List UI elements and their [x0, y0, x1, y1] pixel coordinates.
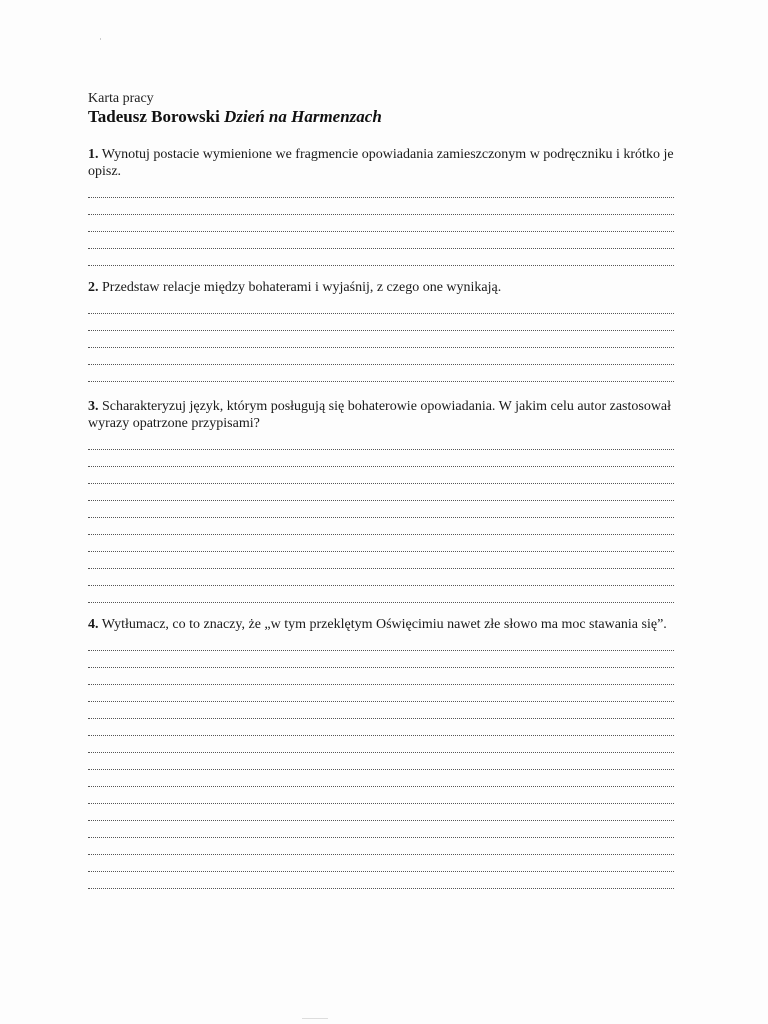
task-3 [88, 398, 674, 603]
task-4 [88, 616, 674, 889]
task-2 [88, 279, 674, 382]
answer-line[interactable] [88, 535, 674, 552]
task-number: 3. [88, 399, 99, 414]
answer-line[interactable] [88, 702, 674, 719]
task-1 [88, 146, 674, 266]
answer-area[interactable] [88, 297, 674, 382]
task-prompt [88, 616, 674, 633]
answer-line[interactable] [88, 787, 674, 804]
answer-area[interactable] [88, 433, 674, 603]
answer-line[interactable] [88, 770, 674, 787]
answer-line[interactable] [88, 232, 674, 249]
worksheet-label: Karta pracy [88, 91, 154, 106]
answer-line[interactable] [88, 297, 674, 314]
answer-line[interactable] [88, 348, 674, 365]
task-prompt [88, 398, 674, 432]
task-text: Scharakteryzuj język, którym posługują się bohaterowie opowiadania. W jakim celu autor zastosował wyrazy opatrzone przypisami? [88, 399, 672, 431]
answer-line[interactable] [88, 872, 674, 889]
answer-line[interactable] [88, 331, 674, 348]
answer-line[interactable] [88, 586, 674, 603]
answer-line[interactable] [88, 719, 674, 736]
answer-line[interactable] [88, 450, 674, 467]
answer-line[interactable] [88, 314, 674, 331]
answer-line[interactable] [88, 569, 674, 586]
answer-line[interactable] [88, 181, 674, 198]
task-number: 2. [88, 280, 99, 295]
task-text: Wytłumacz, co to znaczy, że „w tym przeklętym Oświęcimiu nawet złe słowo ma moc stawania się”. [101, 617, 667, 632]
author-name: Tadeusz Borowski [88, 107, 220, 126]
scan-mark [302, 1018, 328, 1019]
answer-line[interactable] [88, 433, 674, 450]
answer-line[interactable] [88, 518, 674, 535]
scan-mark [100, 38, 101, 40]
work-title: Dzień na Harmenzach [224, 107, 382, 126]
task-number: 1. [88, 147, 99, 162]
answer-area[interactable] [88, 634, 674, 889]
page-title [88, 107, 382, 127]
answer-line[interactable] [88, 198, 674, 215]
answer-line[interactable] [88, 365, 674, 382]
answer-line[interactable] [88, 685, 674, 702]
task-text: Wynotuj postacie wymienione we fragmencie opowiadania zamieszczonym w podręczniku i krótko je opisz. [88, 147, 674, 179]
answer-line[interactable] [88, 753, 674, 770]
answer-line[interactable] [88, 634, 674, 651]
task-prompt [88, 146, 674, 180]
answer-line[interactable] [88, 736, 674, 753]
answer-line[interactable] [88, 501, 674, 518]
task-number: 4. [88, 617, 99, 632]
answer-line[interactable] [88, 651, 674, 668]
answer-line[interactable] [88, 804, 674, 821]
answer-line[interactable] [88, 855, 674, 872]
task-prompt [88, 279, 674, 296]
answer-line[interactable] [88, 215, 674, 232]
answer-line[interactable] [88, 838, 674, 855]
answer-line[interactable] [88, 668, 674, 685]
answer-line[interactable] [88, 467, 674, 484]
answer-line[interactable] [88, 249, 674, 266]
answer-line[interactable] [88, 821, 674, 838]
answer-area[interactable] [88, 181, 674, 266]
answer-line[interactable] [88, 552, 674, 569]
answer-line[interactable] [88, 484, 674, 501]
task-text: Przedstaw relacje między bohaterami i wyjaśnij, z czego one wynikają. [102, 280, 502, 295]
